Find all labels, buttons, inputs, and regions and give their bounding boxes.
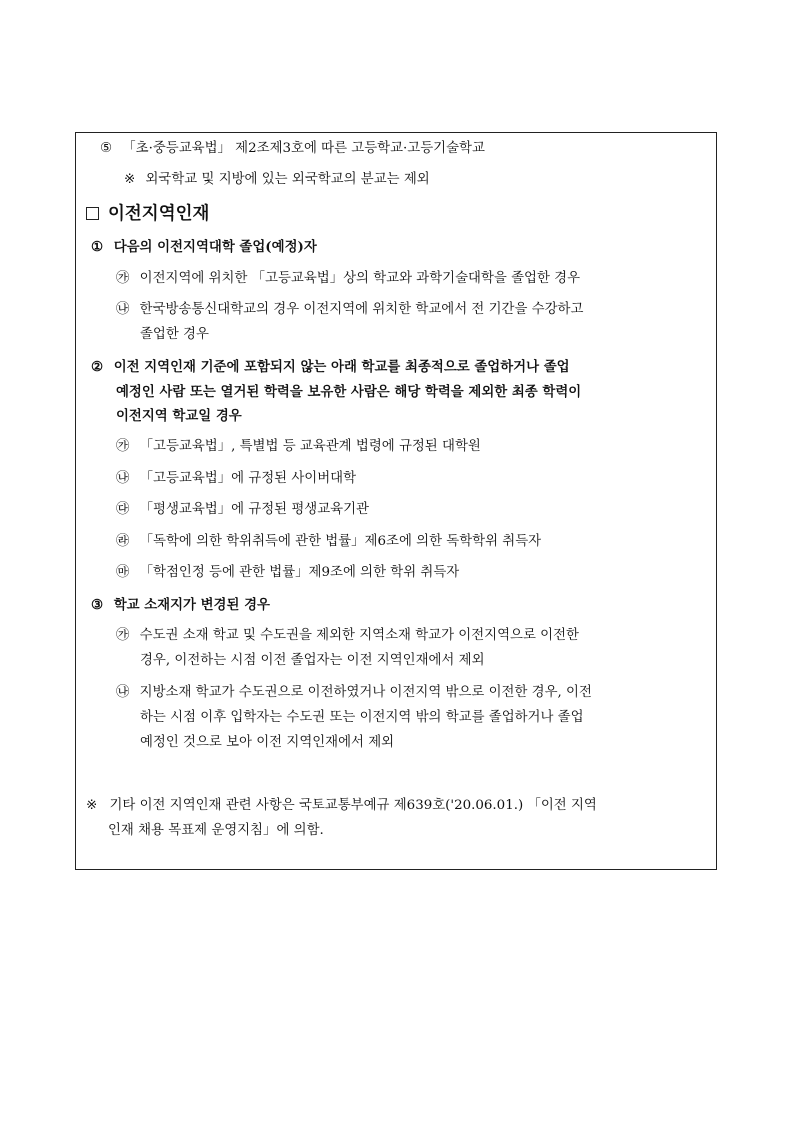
- footnote-cont: 인재 채용 목표제 운영지침」에 의함.: [108, 823, 324, 838]
- block-2-item-c: [116, 501, 369, 519]
- block-3-item-a: [116, 627, 579, 645]
- sub-marker: ㉱: [116, 534, 130, 549]
- block-3-item-b-cont1: 하는 시점 이후 입학자는 수도권 또는 이전지역 밖의 학교를 졸업하거나 졸업: [140, 710, 584, 725]
- block-2-item-b: [116, 470, 356, 488]
- block-1-heading: [91, 238, 317, 256]
- footnote-text-line1: 기타 이전 지역인재 관련 사항은 국토교통부예규 제639호('20.06.01.) 「이전 지역: [109, 798, 597, 813]
- sub-text: 이전지역에 위치한 「고등교육법」상의 학교와 과학기술대학을 졸업한 경우: [139, 271, 581, 286]
- note-marker: ※: [124, 172, 136, 187]
- item-5-note: [124, 171, 430, 189]
- heading-text: 다음의 이전지역대학 졸업(예정)자: [113, 239, 317, 255]
- block-1-item-a: [116, 270, 580, 288]
- sub-text-line1: 지방소재 학교가 수도권으로 이전하였거나 이전지역 밖으로 이전한 경우, 이전: [139, 685, 592, 700]
- sub-text: 「학점인정 등에 관한 법률」제9조에 의한 학위 취득자: [139, 565, 460, 580]
- footnote: [86, 797, 597, 815]
- block-1-item-b-cont: 졸업한 경우: [140, 327, 209, 342]
- sub-marker: ㉮: [116, 439, 130, 454]
- block-2-heading-line3: 이전지역 학교일 경우: [116, 408, 242, 424]
- block-2-heading: [91, 358, 570, 376]
- sub-marker: ㉯: [116, 302, 130, 317]
- block-2-item-d: [116, 533, 541, 551]
- block-3-item-b-cont2: 예정인 것으로 보아 이전 지역인재에서 제외: [140, 735, 395, 750]
- sub-text-line1: 수도권 소재 학교 및 수도권을 제외한 지역소재 학교가 이전지역으로 이전한: [139, 628, 579, 643]
- heading-marker: ③: [91, 597, 104, 613]
- sub-text: 「평생교육법」에 규정된 평생교육기관: [139, 502, 369, 517]
- sub-text-line1: 한국방송통신대학교의 경우 이전지역에 위치한 학교에서 전 기간을 수강하고: [139, 302, 584, 317]
- block-1-item-b: [116, 301, 583, 319]
- sub-marker: ㉯: [116, 685, 130, 700]
- sub-marker: ㉰: [116, 502, 130, 517]
- item-marker: ⑤: [100, 141, 113, 156]
- section-title: [86, 203, 209, 225]
- block-3-item-b: [116, 684, 592, 702]
- item-5: [100, 140, 485, 158]
- sub-marker: ㉮: [116, 628, 130, 643]
- block-2-item-e: [116, 564, 459, 582]
- sub-marker: ㉮: [116, 271, 130, 286]
- note-text: 외국학교 및 지방에 있는 외국학교의 분교는 제외: [145, 172, 430, 187]
- checkbox-icon: [86, 207, 99, 220]
- heading-marker: ①: [91, 239, 104, 255]
- sub-text: 「고등교육법」에 규정된 사이버대학: [139, 471, 357, 486]
- heading-text-line1: 이전 지역인재 기준에 포함되지 않는 아래 학교를 최종적으로 졸업하거나 졸업: [113, 359, 570, 375]
- footnote-marker: ※: [86, 798, 98, 813]
- block-2-item-a: [116, 438, 481, 456]
- sub-marker: ㉯: [116, 471, 130, 486]
- heading-marker: ②: [91, 359, 104, 375]
- sub-text: 「독학에 의한 학위취득에 관한 법률」제6조에 의한 독학학위 취득자: [139, 534, 542, 549]
- block-3-heading: [91, 596, 270, 614]
- block-3-item-a-cont: 경우, 이전하는 시점 이전 졸업자는 이전 지역인재에서 제외: [140, 653, 485, 668]
- sub-marker: ㉲: [116, 565, 130, 580]
- block-2-heading-line2: 예정인 사람 또는 열거된 학력을 보유한 사람은 해당 학력을 제외한 최종 학력이: [116, 384, 582, 400]
- heading-text: 학교 소재지가 변경된 경우: [113, 597, 270, 613]
- section-title-text: 이전지역인재: [108, 204, 210, 224]
- item-text: 「초·중등교육법」 제2조제3호에 따른 고등학교·고등기술학교: [122, 141, 485, 156]
- sub-text: 「고등교육법」, 특별법 등 교육관계 법령에 규정된 대학원: [139, 439, 481, 454]
